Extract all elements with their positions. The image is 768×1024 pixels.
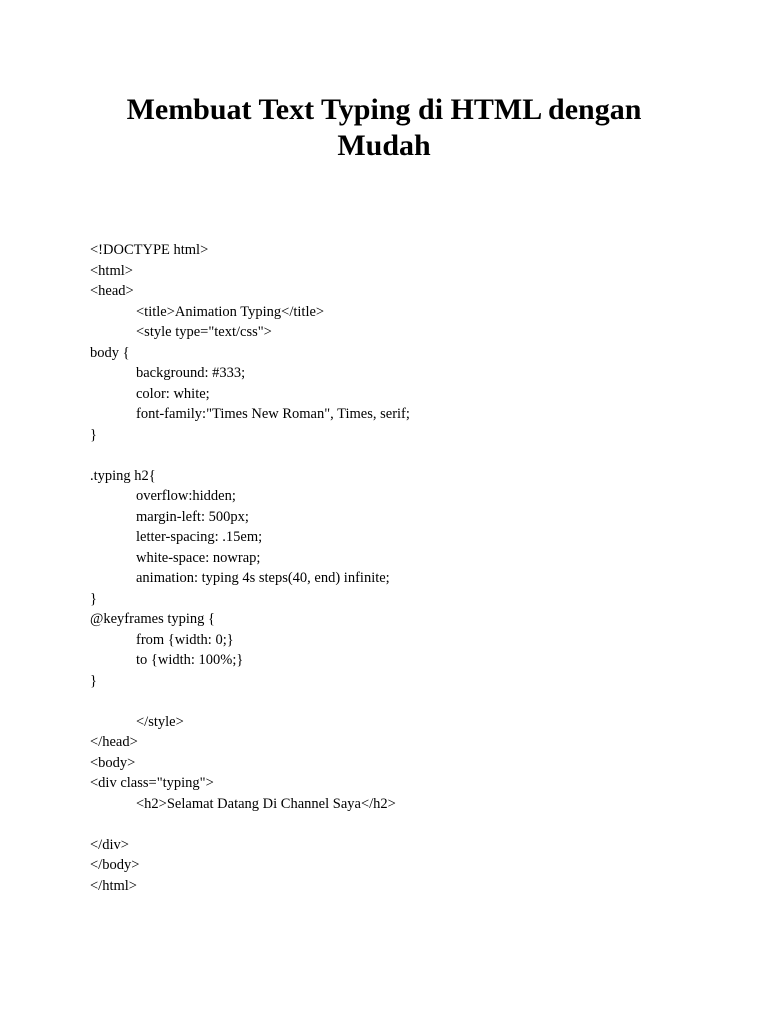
code-line: </html>	[90, 877, 137, 894]
code-line: margin-left: 500px;	[136, 508, 249, 525]
blank-line	[90, 691, 710, 712]
code-line: </body>	[90, 857, 140, 873]
code-line: animation: typing 4s steps(40, end) infinite;	[136, 570, 390, 586]
code-line: letter-spacing: .15em;	[136, 529, 263, 545]
code-line: }	[90, 590, 97, 607]
code-line: overflow:hidden;	[136, 488, 236, 504]
code-line: <body>	[90, 754, 136, 771]
code-line: background: #333;	[136, 365, 246, 381]
code-line: </style>	[136, 713, 184, 730]
code-line: body {	[90, 344, 130, 361]
code-line: color: white;	[136, 385, 210, 402]
code-line: @keyframes typing {	[90, 611, 216, 627]
blank-line	[90, 445, 710, 466]
code-line: .typing h2{	[90, 467, 156, 484]
code-line: <title>Animation Typing</title>	[136, 303, 325, 320]
code-line: white-space: nowrap;	[136, 549, 261, 566]
document-title: Membuat Text Typing di HTML dengan Mudah	[126, 93, 642, 162]
code-line: <style type="text/css">	[136, 324, 272, 340]
code-listing	[90, 240, 710, 896]
code-line: <h2>Selamat Datang Di Channel Saya</h2>	[136, 795, 396, 812]
code-line: <head>	[90, 283, 134, 299]
code-line: <!DOCTYPE html>	[90, 242, 209, 258]
code-line: <html>	[90, 262, 133, 279]
code-line: </head>	[90, 734, 138, 750]
code-line: </div>	[90, 836, 129, 853]
blank-line	[90, 814, 710, 835]
code-line: <div class="typing">	[90, 775, 214, 791]
code-line: to {width: 100%;}	[136, 652, 244, 668]
code-line: font-family:"Times New Roman", Times, serif;	[136, 406, 410, 422]
code-line: }	[90, 672, 97, 689]
code-line: from {width: 0;}	[136, 631, 234, 648]
code-line: }	[90, 426, 97, 443]
